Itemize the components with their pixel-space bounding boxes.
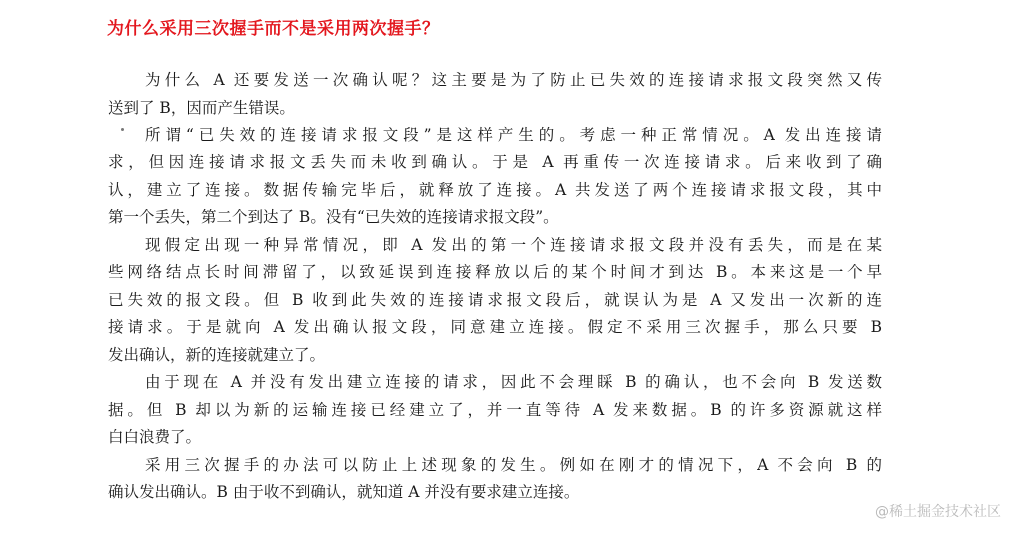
text-line: 为什么 A 还要发送一次确认呢？这主要是为了防止已失效的连接请求报文段突然又传 [145,71,882,89]
text-line: 发出确认，新的连接就建立了。 [108,346,326,364]
page-title: 为什么采用三次握手而不是采用两次握手？ [107,19,440,39]
text-line: 确认发出确认。B 由于收不到确认，就知道 A 并没有要求建立连接。 [108,483,580,501]
text-line: 送到了 B，因而产生错误。 [108,99,295,117]
watermark: @稀土掘金技术社区 [875,504,1001,520]
text-line: 白白浪费了。 [108,428,202,446]
text-line: 已失效的报文段。但 B 收到此失效的连接请求报文段后，就误认为是 A 又发出一次新的连 [108,291,882,309]
text-line: 采用三次握手的办法可以防止上述现象的发生。例如在刚才的情况下，A 不会向 B 的 [145,456,882,474]
text-line: 些网络结点长时间滞留了，以致延误到连接释放以后的某个时间才到达 B。本来这是一个早 [108,263,882,281]
text-line: 接请求。于是就向 A 发出确认报文段，同意建立连接。假定不采用三次握手，那么只要 B [108,318,882,336]
text-line: 所谓“已失效的连接请求报文段”是这样产生的。考虑一种正常情况。A 发出连接请 [145,126,882,144]
text-line: 现假定出现一种异常情况，即 A 发出的第一个连接请求报文段并没有丢失，而是在某 [145,236,882,254]
text-line: 求，但因连接请求报文丢失而未收到确认。于是 A 再重传一次连接请求。后来收到了确 [108,153,882,171]
scan-speck [121,128,124,131]
text-line: 第一个丢失，第二个到达了 B。没有“已失效的连接请求报文段”。 [108,208,559,226]
text-line: 认，建立了连接。数据传输完毕后，就释放了连接。A 共发送了两个连接请求报文段，其中 [108,181,882,199]
text-line: 据。但 B 却以为新的运输连接已经建立了，并一直等待 A 发来数据。B 的许多资源就这样 [108,401,882,419]
text-line: 由于现在 A 并没有发出建立连接的请求，因此不会理睬 B 的确认，也不会向 B 发送数 [145,373,882,391]
